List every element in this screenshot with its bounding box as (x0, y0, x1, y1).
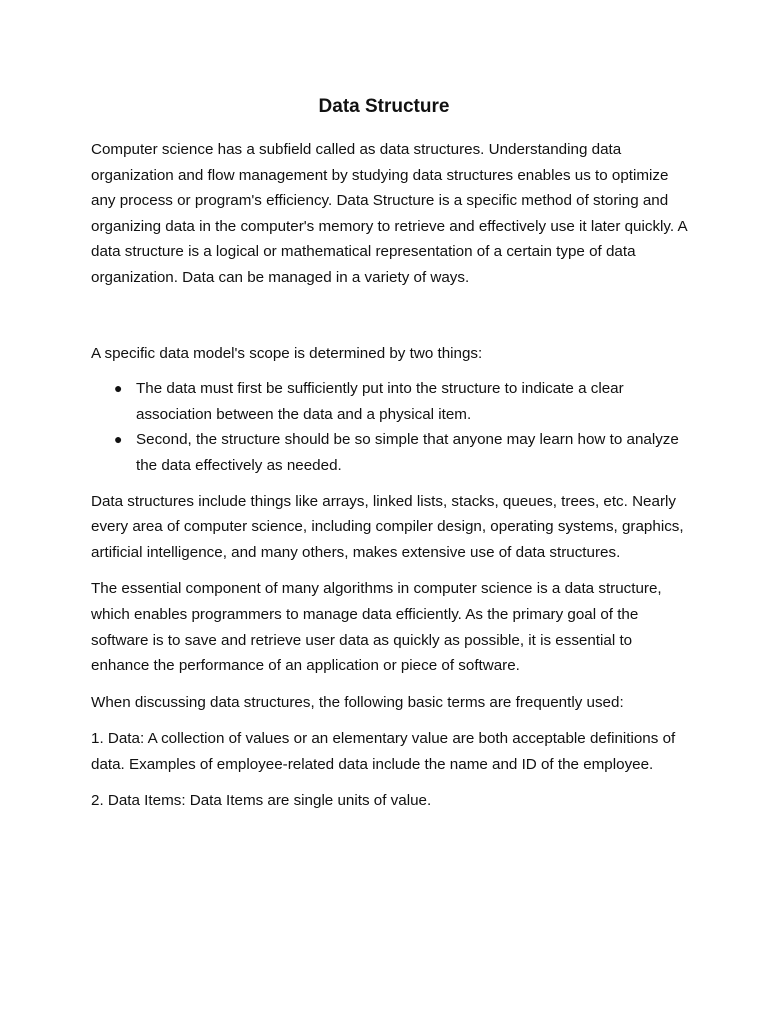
bullet-icon: ● (114, 431, 123, 448)
data-items-paragraph: 2. Data Items: Data Items are single units of value. (91, 792, 432, 810)
intro-paragraph: Computer science has a subfield called as data structures. Understanding data organization and flow management by studying data structures enables us to optimize any process or program's efficiency. Data Structure is a specific method of storing and organizing data in the computer's memory to retrieve and effectively use it later quickly. A data structure is a logical or mathematical representation of a certain type of data organization. Data can be managed in a variety of ways. (91, 141, 687, 286)
list-item (91, 376, 691, 427)
paragraph-spacer (91, 291, 691, 341)
scope-bullet-list (91, 376, 691, 478)
examples-paragraph: Data structures include things like arrays, linked lists, stacks, queues, trees, etc. Nearly every area of computer science, including compiler design, operating systems, graphics, artificial intelligence, and many others, makes extensive use of data structures. (91, 492, 684, 561)
algorithms-paragraph: The essential component of many algorithms in computer science is a data structure, which enables programmers to manage data efficiently. As the primary goal of the software is to save and retrieve user data as quickly as possible, it is essential to enhance the performance of an application or piece of software. (91, 580, 662, 675)
bullet-text: The data must first be sufficiently put into the structure to indicate a clear association between the data and a physical item. (136, 380, 624, 423)
document-title: Data Structure (318, 96, 450, 117)
bullet-icon: ● (114, 380, 123, 397)
scope-lead-paragraph: A specific data model's scope is determined by two things: (91, 344, 483, 362)
terms-lead-paragraph: When discussing data structures, the following basic terms are frequently used: (91, 693, 624, 711)
document-body (91, 137, 691, 825)
list-item (91, 427, 691, 478)
data-definition-paragraph: 1. Data: A collection of values or an elementary value are both acceptable definitions of data. Examples of employee-related data include the name and ID of the employee. (91, 730, 676, 773)
bullet-text: Second, the structure should be so simple that anyone may learn how to analyze the data effectively as needed. (136, 431, 679, 474)
